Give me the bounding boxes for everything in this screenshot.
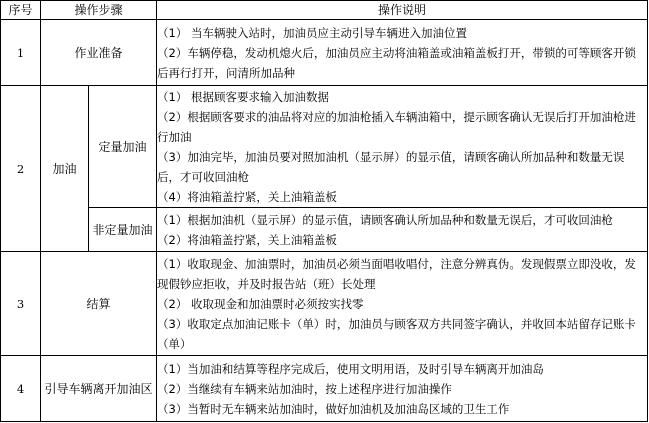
row-description — [157, 356, 648, 422]
row-step: 引导车辆离开加油区 — [41, 356, 157, 422]
table-row — [1, 86, 648, 208]
row-description — [157, 252, 648, 356]
header-steps: 操作步骤 — [41, 1, 157, 20]
row-description — [157, 208, 648, 252]
description-line: （1）收取现金、加油票时，加油员必须当面唱收唱付，注意分辨真伪。发现假票立即没收，发现假钞应拒收，并及时报告站（班）长处理 — [157, 256, 636, 291]
table-row — [1, 252, 648, 356]
header-no: 序号 — [1, 1, 41, 20]
row-step: 加油 — [41, 86, 89, 252]
table-row — [1, 208, 648, 252]
row-step: 作业准备 — [41, 20, 157, 86]
row-number: 2 — [1, 86, 41, 252]
description-line: （2）将油箱盖拧紧，关上油箱盖板 — [157, 232, 337, 247]
row-substep: 定量加油 — [89, 86, 157, 208]
description-line: （2） 收取现金和加油票时必须按实找零 — [157, 296, 364, 311]
description-line: （1）当加油和结算等程序完成后，使用文明用语，及时引导车辆离开加油岛 — [157, 361, 544, 376]
table-row — [1, 356, 648, 422]
description-line: （3）当暂时无车辆来站加油时，做好加油机及加油岛区域的卫生工作 — [157, 401, 510, 416]
row-step: 结算 — [41, 252, 157, 356]
row-description — [157, 86, 648, 208]
description-line: （2）根据顾客要求的油品将对应的加油枪插入车辆油箱中，提示顾客确认无误后打开加油枪进行加油 — [157, 109, 636, 144]
header-description: 操作说明 — [157, 1, 648, 20]
row-description — [157, 20, 648, 86]
description-line: （1） 当车辆驶入站时，加油员应主动引导车辆进入加油位置 — [157, 25, 467, 40]
table-row — [1, 20, 648, 86]
description-line: （2）当继续有车辆来站加油时，按上述程序进行加油操作 — [157, 381, 452, 396]
description-line: （4）将油箱盖拧紧，关上油箱盖板 — [157, 189, 337, 204]
description-line: （3）加油完毕，加油员要对照加油机（显示屏）的显示值，请顾客确认所加品种和数量无误后，才可收回油枪 — [157, 149, 625, 184]
row-substep: 非定量加油 — [89, 208, 157, 252]
description-line: （2）车辆停稳，发动机熄火后，加油员应主动将油箱盖或油箱盖板打开，带锁的可等顾客开锁后再行打开，问清所加品种 — [157, 45, 636, 80]
description-line: （3）收取定点加油记账卡（单）时，加油员与顾客双方共同签字确认，并收回本站留存记账卡（单） — [157, 316, 636, 351]
description-line: （1）根据加油机（显示屏）的显示值，请顾客确认所加品种和数量无误后，才可收回油枪 — [157, 212, 613, 227]
row-number: 4 — [1, 356, 41, 422]
row-number: 3 — [1, 252, 41, 356]
description-line: （1） 根据顾客要求输入加油数据 — [157, 89, 329, 104]
header-row — [1, 1, 648, 20]
row-number: 1 — [1, 20, 41, 86]
